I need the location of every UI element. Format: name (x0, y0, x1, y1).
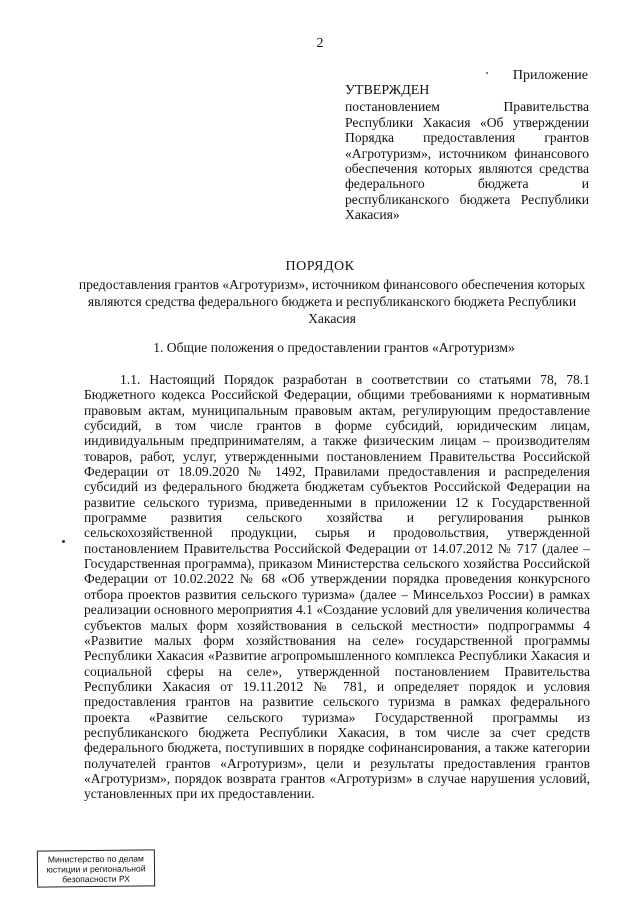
scan-speck (62, 540, 65, 543)
document-title: ПОРЯДОК (285, 259, 355, 274)
stamp-line: Министерство по делам (47, 853, 144, 865)
stamp-line: юстиции и региональной (46, 863, 146, 875)
approval-block (345, 83, 589, 223)
approval-heading: УТВЕРЖДЕН (345, 83, 430, 98)
page-number: 2 (316, 36, 324, 51)
scan-speck (486, 72, 488, 74)
stamp-line: безопасности РХ (62, 873, 131, 885)
section-heading: 1. Общие положения о предоставлении грантов «Агротуризм» (153, 340, 515, 355)
approval-text: постановлением Правительства Республики Хакасия «Об утверждении Порядка предоставления грантов «Агротуризм», источником финансового обеспечения которых являются средства федерального бюджета и республиканского бюджета Республики Хакасия» (345, 99, 589, 223)
ministry-stamp (37, 849, 155, 887)
appendix-label: Приложение (512, 68, 588, 83)
paragraph-1-1: 1.1. Настоящий Порядок разработан в соответствии со статьями 78, 78.1 Бюджетного кодекса Российской Федерации, общими требованиями к нормативным правовым актам, муниципальным правовым актам, регулирующим предоставление субсидий, в том числе грантов в форме субсидий, юридическим лицам, индивидуальным предпринимателям, а также физическим лицам – производителям товаров, работ, услуг, утвержденными постановлением Правительства Российской Федерации от 18.09.2020 № 1492, Правилами предоставления и распределения субсидий из федерального бюджета бюджетам субъектов Российской Федерации на развитие сельского туризма, приведенными в приложении 12 к Государственной программе развития сельского хозяйства и регулирования рынков сельскохозяйственной продукции, сырья и продовольствия, утвержденной постановлением Правительства Российской Федерации от 14.07.2012 № 717 (далее – Государственная программа), приказом Министерства сельского хозяйства Российской Федерации от 10.02.2022 № 68 «Об утверждении порядка проведения конкурсного отбора проектов развития сельского туризма» (далее – Минсельхоз России) в рамках реализации основного мероприятия 4.1 «Создание условий для увеличения количества субъектов малых форм хозяйствования в сельской местности» подпрограммы 4 «Развитие малых форм хозяйствования на селе» государственной программы Республики Хакасия «Развитие агропромышленного комплекса Республики Хакасия и социальной сферы на селе», утвержденной постановлением Правительства Республики Хакасия от 19.11.2012 № 781, и определяет порядок и условия предоставления грантов на развитие сельского туризма в рамках федерального проекта «Развитие сельского туризма» Государственной программы из республиканского бюджета Республики Хакасия, в том числе за счет средств федерального бюджета, поступивших в порядке софинансирования, а также категории получателей грантов «Агротуризм», цели и результаты предоставления грантов «Агротуризм», порядок возврата грантов «Агротуризм» в случае нарушения условий, установленных при их предоставлении. (84, 372, 590, 802)
document-subtitle: предоставления грантов «Агротуризм», источником финансового обеспечения которых являются средства федерального бюджета и республиканского бюджета Республики Хакасия (78, 277, 586, 326)
